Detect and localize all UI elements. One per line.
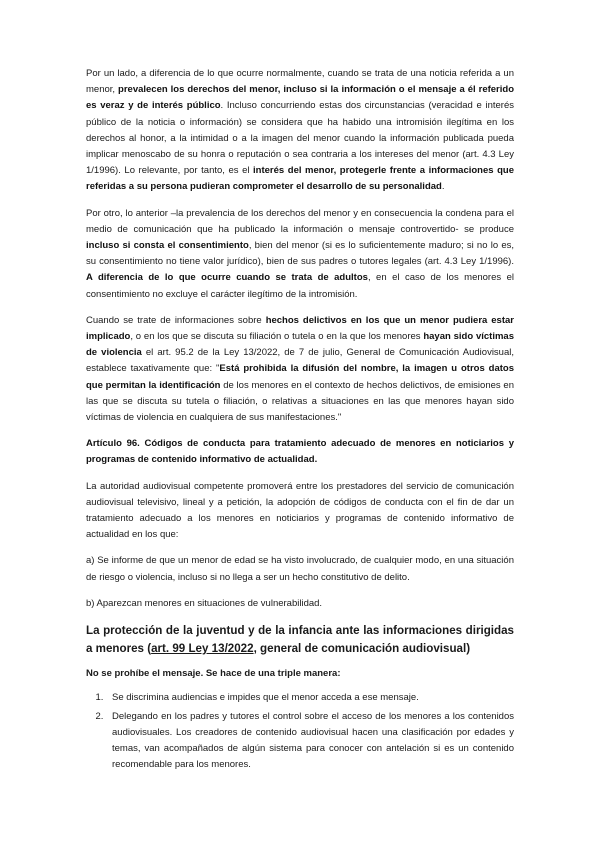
article-title-text: Artículo 96. Códigos de conducta para tratamiento adecuado de menores en noticiarios y programas de contenido informativo de actualidad.	[86, 438, 514, 466]
text-run: de los menores en el contexto de hechos delictivos, de emisiones en las que se discuta su tutela o filiación, o relativas a situaciones en las que menores hayan sido víctimas de violencia en cualquiera de sus manifestaciones."	[86, 379, 514, 424]
numbered-list	[86, 690, 514, 773]
paragraph-consent	[86, 206, 514, 303]
paragraph-prevalence	[86, 66, 514, 196]
bold-run: prevalecen los derechos del menor, incluso si la información o el mensaje a él referido es veraz y de interés público	[86, 84, 514, 112]
list-item: 1. Se discrimina audiencias e impides que el menor acceda a ese mensaje.	[106, 690, 514, 706]
bold-run: hechos delictivos en los que un menor pudiera estar implicado	[86, 314, 514, 343]
paragraph-item-a: a) Se informe de que un menor de edad se ha visto involucrado, de cualquier modo, en una situación de riesgo o violencia, incluso si no llega a ser un hecho constitutivo de delito.	[86, 555, 514, 583]
text-run: .	[441, 181, 445, 193]
list-item: 2. Delegando en los padres y tutores el control sobre el acceso de los menores a los contenidos audiovisuales. Los creadores de contenido audiovisual hacen una clasificación por edades y temas, van acompañados de algún sistema para conocer con antelación si es un contenido recomendable para los menores.	[106, 709, 514, 774]
text-run: . Incluso concurriendo estas dos circunstancias (veracidad e interés público de la noticia o información) se considera que ha habido una intromisión ilegítima en los derechos al honor, a la intimidad o a la imagen del menor cuando la información publicada pueda implicar menoscabo de su honra o reputación o sea contraria a los intereses del menor (art. 4.3 Ley 1/1996). Lo relevante, por tanto, es el	[86, 100, 514, 177]
text-run: Por otro, lo anterior –la prevalencia de los derechos del menor y en consecuencia la condena para el medio de comunicación que ha publicado la información o mensaje controvertido- se produce	[86, 207, 514, 235]
paragraph-criminal-facts	[86, 313, 514, 426]
bold-run: Está prohibida la difusión del nombre, la imagen u otros datos que permitan la identificación	[86, 363, 514, 391]
text-run: Cuando se trate de informaciones sobre	[86, 314, 266, 326]
heading-text: La protección de la juventud y de la infancia ante las informaciones dirigidas a menores (	[86, 624, 514, 656]
bold-run: hayan sido víctimas de violencia	[86, 331, 514, 359]
paragraph-item-b: b) Aparezcan menores en situaciones de vulnerabilidad.	[86, 597, 323, 609]
section-heading	[86, 622, 514, 658]
heading-text: , general de comunicación audiovisual)	[253, 642, 471, 656]
text-run: , en el caso de los menores el consentimiento no excluye el carácter ilegítimo de la intromisión.	[86, 272, 514, 300]
bold-run: A diferencia de lo que ocurre cuando se trata de adultos	[86, 272, 368, 284]
article-title	[86, 436, 514, 468]
subheading: No se prohíbe el mensaje. Se hace de una triple manera:	[86, 668, 341, 680]
text-run: el art. 95.2 de la Ley 13/2022, de 7 de julio, General de Comunicación Audiovisual, establece taxativamente que: "	[86, 347, 514, 375]
paragraph-audiovisual-authority: La autoridad audiovisual competente promoverá entre los prestadores del servicio de comunicación audiovisual televisivo, lineal y a petición, la adopción de códigos de conducta con el fin de dar un tratamiento adecuado a los menores en noticiarios y programas de contenido informativo de actualidad en los que:	[86, 480, 514, 541]
text-run: , o en los que se discuta su filiación o tutela o en la que los menores	[130, 331, 424, 343]
text-run: Por un lado, a diferencia de lo que ocurre normalmente, cuando se trata de una noticia referida a un menor,	[86, 68, 514, 96]
bold-run: interés del menor, protegerle frente a informaciones que referidas a su persona pudieran comprometer el desarrollo de su personalidad	[86, 165, 514, 193]
text-run: , bien del menor (si es lo suficientemente maduro; si no lo es, su consentimiento no tiene valor jurídico), bien de sus padres o tutores legales (art. 4.3 Ley 1/1996).	[86, 240, 514, 268]
law-article-link[interactable]: art. 99 Ley 13/2022	[151, 642, 254, 656]
bold-run: incluso si consta el consentimiento	[86, 240, 249, 252]
